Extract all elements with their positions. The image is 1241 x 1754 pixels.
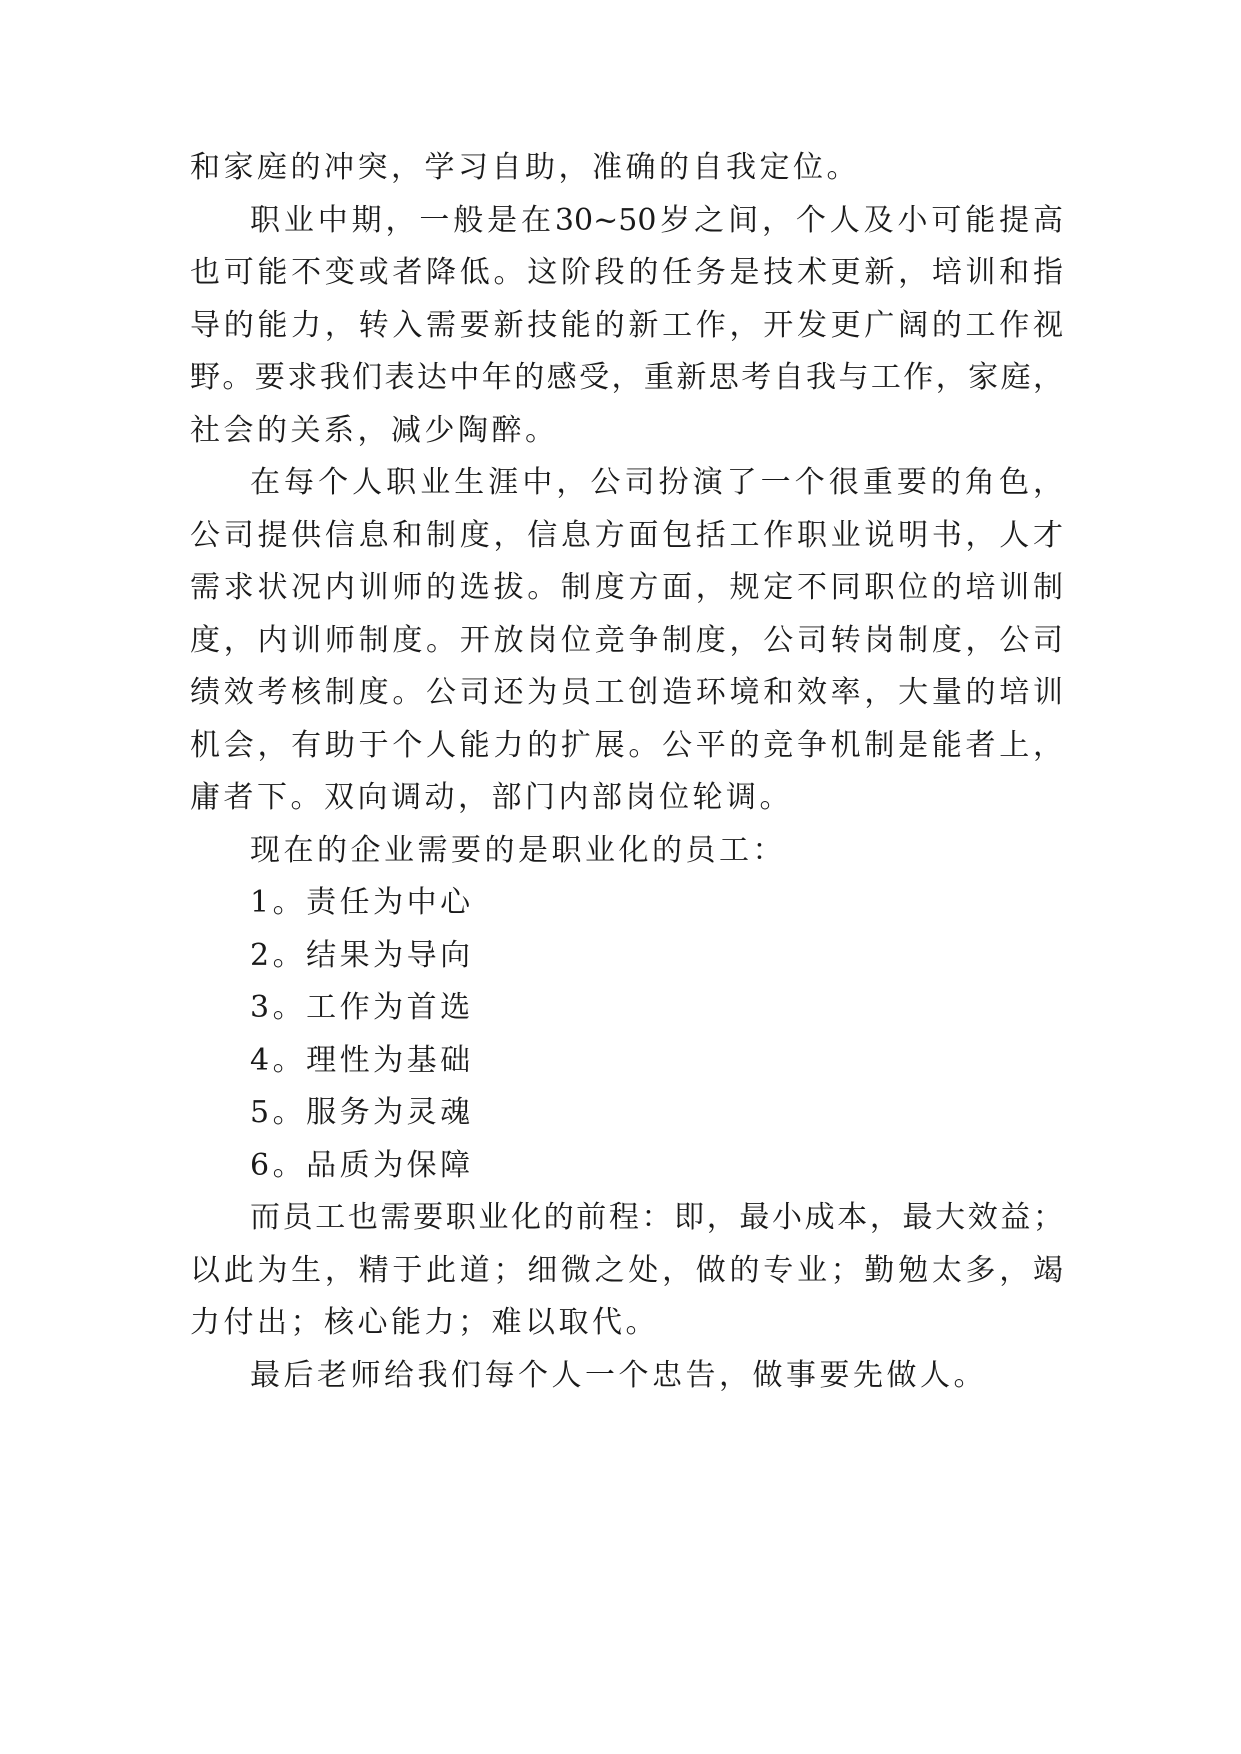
text-line: 和家庭的冲突，学习自助，准确的自我定位。	[190, 150, 860, 185]
text-line: 以此为生，精于此道；细微之处，做的专业；勤勉太多，竭	[190, 1252, 1063, 1288]
text-line: 在每个人职业生涯中，公司扮演了一个很重要的角色，	[250, 465, 1063, 500]
text-line: 公司提供信息和制度，信息方面包括工作职业说明书，人才	[190, 517, 1063, 553]
text-line: 庸者下。双向调动，部门内部岗位轮调。	[190, 780, 793, 815]
text-line: 需求状况内训师的选拔。制度方面，规定不同职位的培训制	[190, 570, 1063, 605]
text-line: 1。责任为中心	[250, 885, 474, 920]
text-line: 机会，有助于个人能力的扩展。公平的竞争机制是能者上，	[190, 727, 1063, 763]
text-line: 6。品质为保障	[250, 1147, 474, 1183]
text-line: 绩效考核制度。公司还为员工创造环境和效率，大量的培训	[190, 675, 1063, 710]
text-line: 4。理性为基础	[250, 1042, 474, 1078]
text-line: 度，内训师制度。开放岗位竞争制度，公司转岗制度，公司	[190, 622, 1063, 658]
text-line: 5。服务为灵魂	[250, 1095, 474, 1130]
text-line: 野。要求我们表达中年的感受，重新思考自我与工作，家庭，	[190, 360, 1063, 395]
text-line: 导的能力，转入需要新技能的新工作，开发更广阔的工作视	[190, 307, 1063, 343]
text-line: 也可能不变或者降低。这阶段的任务是技术更新，培训和指	[190, 255, 1063, 290]
text-line: 3。工作为首选	[250, 990, 474, 1025]
text-line: 最后老师给我们每个人一个忠告，做事要先做人。	[250, 1357, 987, 1393]
text-line: 2。结果为导向	[250, 937, 474, 973]
text-line: 而员工也需要职业化的前程：即，最小成本，最大效益；	[250, 1200, 1063, 1235]
text-line: 力付出；核心能力；难以取代。	[190, 1305, 659, 1340]
text-line: 现在的企业需要的是职业化的员工：	[250, 832, 786, 868]
text-line: 职业中期，一般是在30~50岁之间，个人及小可能提高	[250, 202, 1063, 238]
text-line: 社会的关系，减少陶醉。	[190, 412, 559, 448]
